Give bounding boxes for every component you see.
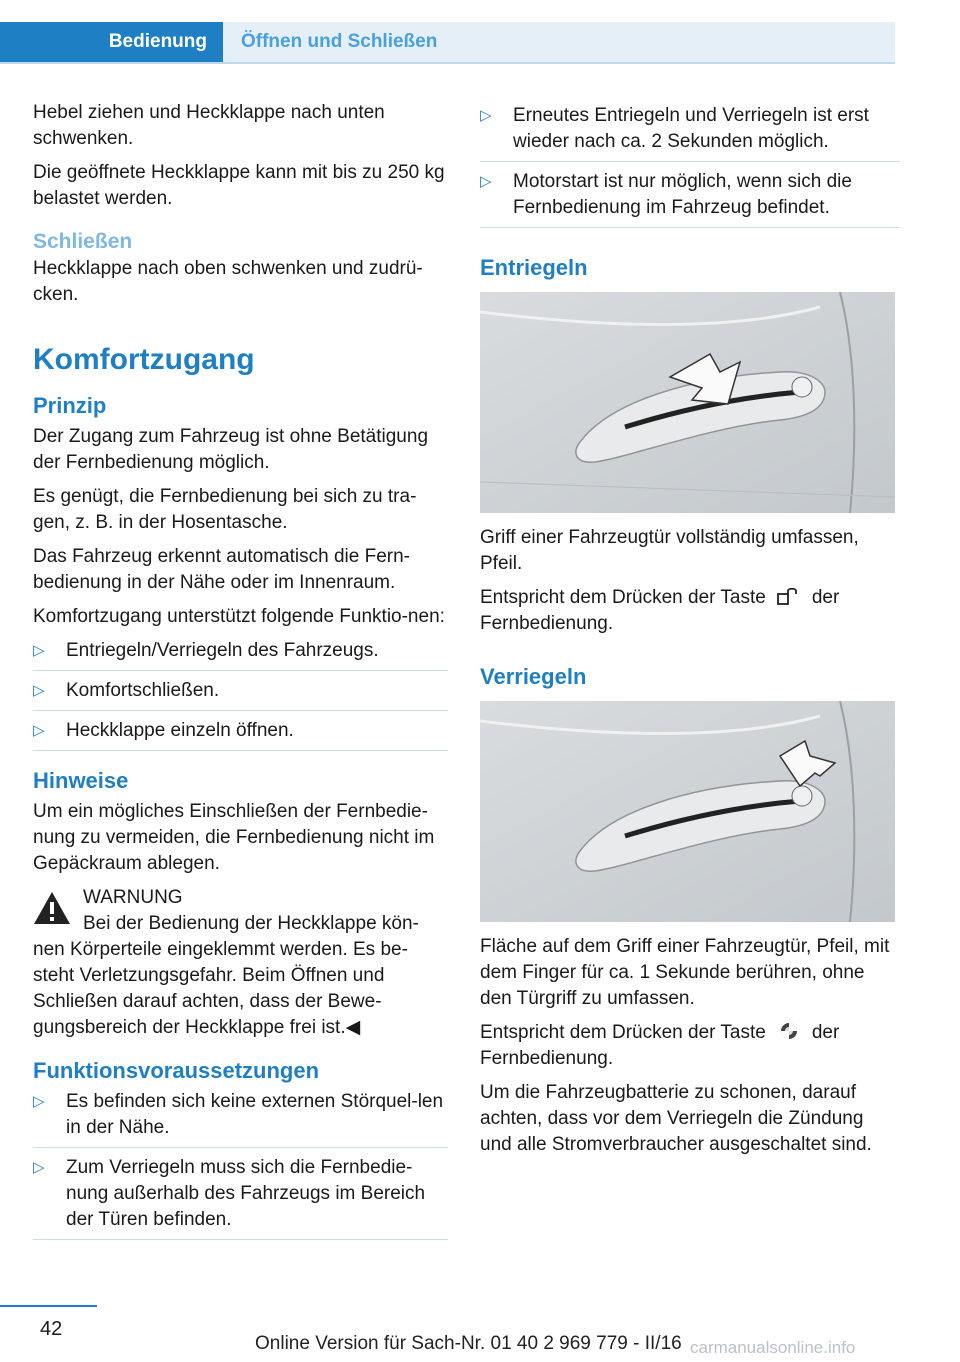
feature-list xyxy=(33,638,448,751)
lock-key-icon xyxy=(776,1022,802,1040)
triangle-bullet-icon: ▷ xyxy=(33,682,45,699)
paragraph: Heckklappe nach oben schwenken und zudrü‐cken. xyxy=(33,258,423,305)
paragraph: Komfortzugang unterstützt folgende Funktio‐nen: xyxy=(33,606,445,627)
warning-title: WARNUNG xyxy=(83,887,183,908)
triangle-bullet-icon: ▷ xyxy=(33,1159,45,1176)
paragraph-key-lock: Entspricht dem Drücken der Taste der Fernbedienung. xyxy=(480,1022,840,1069)
list-item: ▷ Zum Verriegeln muss sich die Fernbedie‐nung außerhalb des Fahrzeugs im Bereich der Türen befinden. xyxy=(33,1155,448,1240)
paragraph: Hebel ziehen und Heckklappe nach unten schwenken. xyxy=(33,102,385,149)
watermark: carmanualsonline.info xyxy=(690,1338,856,1357)
right-column xyxy=(480,103,900,1166)
paragraph: Es genügt, die Fernbedienung bei sich zu tra‐gen, z. B. in der Hosentasche. xyxy=(33,486,417,533)
heading-entriegeln: Entriegeln xyxy=(480,255,588,280)
heading-prinzip: Prinzip xyxy=(33,393,107,418)
paragraph: Fläche auf dem Griff einer Fahrzeugtür, Pfeil, mit dem Finger für ca. 1 Sekunde berühren, ohne den Türgriff zu umfassen. xyxy=(480,936,890,1009)
warning-triangle-icon xyxy=(33,891,71,925)
triangle-bullet-icon: ▷ xyxy=(33,722,45,739)
triangle-bullet-icon: ▷ xyxy=(480,107,492,124)
tab-bedienung[interactable]: Bedienung xyxy=(0,22,223,62)
warning-box xyxy=(33,885,448,911)
footer-divider xyxy=(0,1305,97,1307)
paragraph-key-unlock: Entspricht dem Drücken der Taste der Fernbedienung. xyxy=(480,587,840,634)
online-version-text: Online Version für Sach-Nr. 01 40 2 969 779 - II/16 xyxy=(255,1333,682,1354)
list-item: ▷ Heckklappe einzeln öffnen. xyxy=(33,718,448,751)
paragraph: Die geöffnete Heckklappe kann mit bis zu 250 kg belastet werden. xyxy=(33,162,445,209)
page-header xyxy=(0,0,960,64)
subheading-schliessen: Schließen xyxy=(33,230,133,253)
unlock-key-icon xyxy=(776,587,802,605)
triangle-bullet-icon: ▷ xyxy=(33,1093,45,1110)
list-item: ▷ Motorstart ist nur möglich, wenn sich die Fernbedienung im Fahrzeug befindet. xyxy=(480,169,900,228)
left-column xyxy=(33,100,448,1247)
paragraph: Um ein mögliches Einschließen der Fernbedie‐nung zu vermeiden, die Fernbedienung nicht im Gepäckraum ablegen. xyxy=(33,801,435,874)
requirements-list xyxy=(33,1089,448,1240)
list-item: ▷ Es befinden sich keine externen Störquel‐len in der Nähe. xyxy=(33,1089,448,1148)
paragraph: Griff einer Fahrzeugtür vollständig umfassen, Pfeil. xyxy=(480,527,859,574)
list-item: ▷ Komfortschließen. xyxy=(33,678,448,711)
triangle-bullet-icon: ▷ xyxy=(480,173,492,190)
section-title-komfortzugang: Komfortzugang xyxy=(33,343,255,376)
header-divider xyxy=(0,62,895,64)
warning-text: Bei der Bedienung der Heckklappe kön‐nen Körperteile eingeklemmt werden. Es be‐steht Verletzungsgefahr. Beim Öffnen und Schließen darauf achten, dass der Bewe‐gungsbereich der Heckklappe frei ist.◀ xyxy=(33,913,419,1038)
heading-funktionsvoraussetzungen: Funktionsvoraussetzungen xyxy=(33,1058,320,1083)
paragraph: Um die Fahrzeugbatterie zu schonen, darauf achten, dass vor dem Verriegeln die Zündung und alle Stromverbraucher ausgeschaltet sind. xyxy=(480,1082,872,1155)
requirements-list-continued xyxy=(480,103,900,228)
tab-oeffnen-schliessen[interactable]: Öffnen und Schließen xyxy=(223,22,895,62)
heading-hinweise: Hinweise xyxy=(33,768,129,793)
paragraph: Der Zugang zum Fahrzeug ist ohne Betätigung der Fernbedienung möglich. xyxy=(33,426,429,473)
triangle-bullet-icon: ▷ xyxy=(33,642,45,659)
heading-verriegeln: Verriegeln xyxy=(480,664,587,689)
list-item: ▷ Entriegeln/Verriegeln des Fahrzeugs. xyxy=(33,638,448,671)
door-handle-unlock-photo xyxy=(480,292,895,513)
door-handle-lock-photo xyxy=(480,701,895,922)
page-number: 42 xyxy=(40,1318,63,1340)
list-item: ▷ Erneutes Entriegeln und Verriegeln ist erst wieder nach ca. 2 Sekunden möglich. xyxy=(480,103,900,162)
paragraph: Das Fahrzeug erkennt automatisch die Fern‐bedienung in der Nähe oder im Innenraum. xyxy=(33,546,411,593)
